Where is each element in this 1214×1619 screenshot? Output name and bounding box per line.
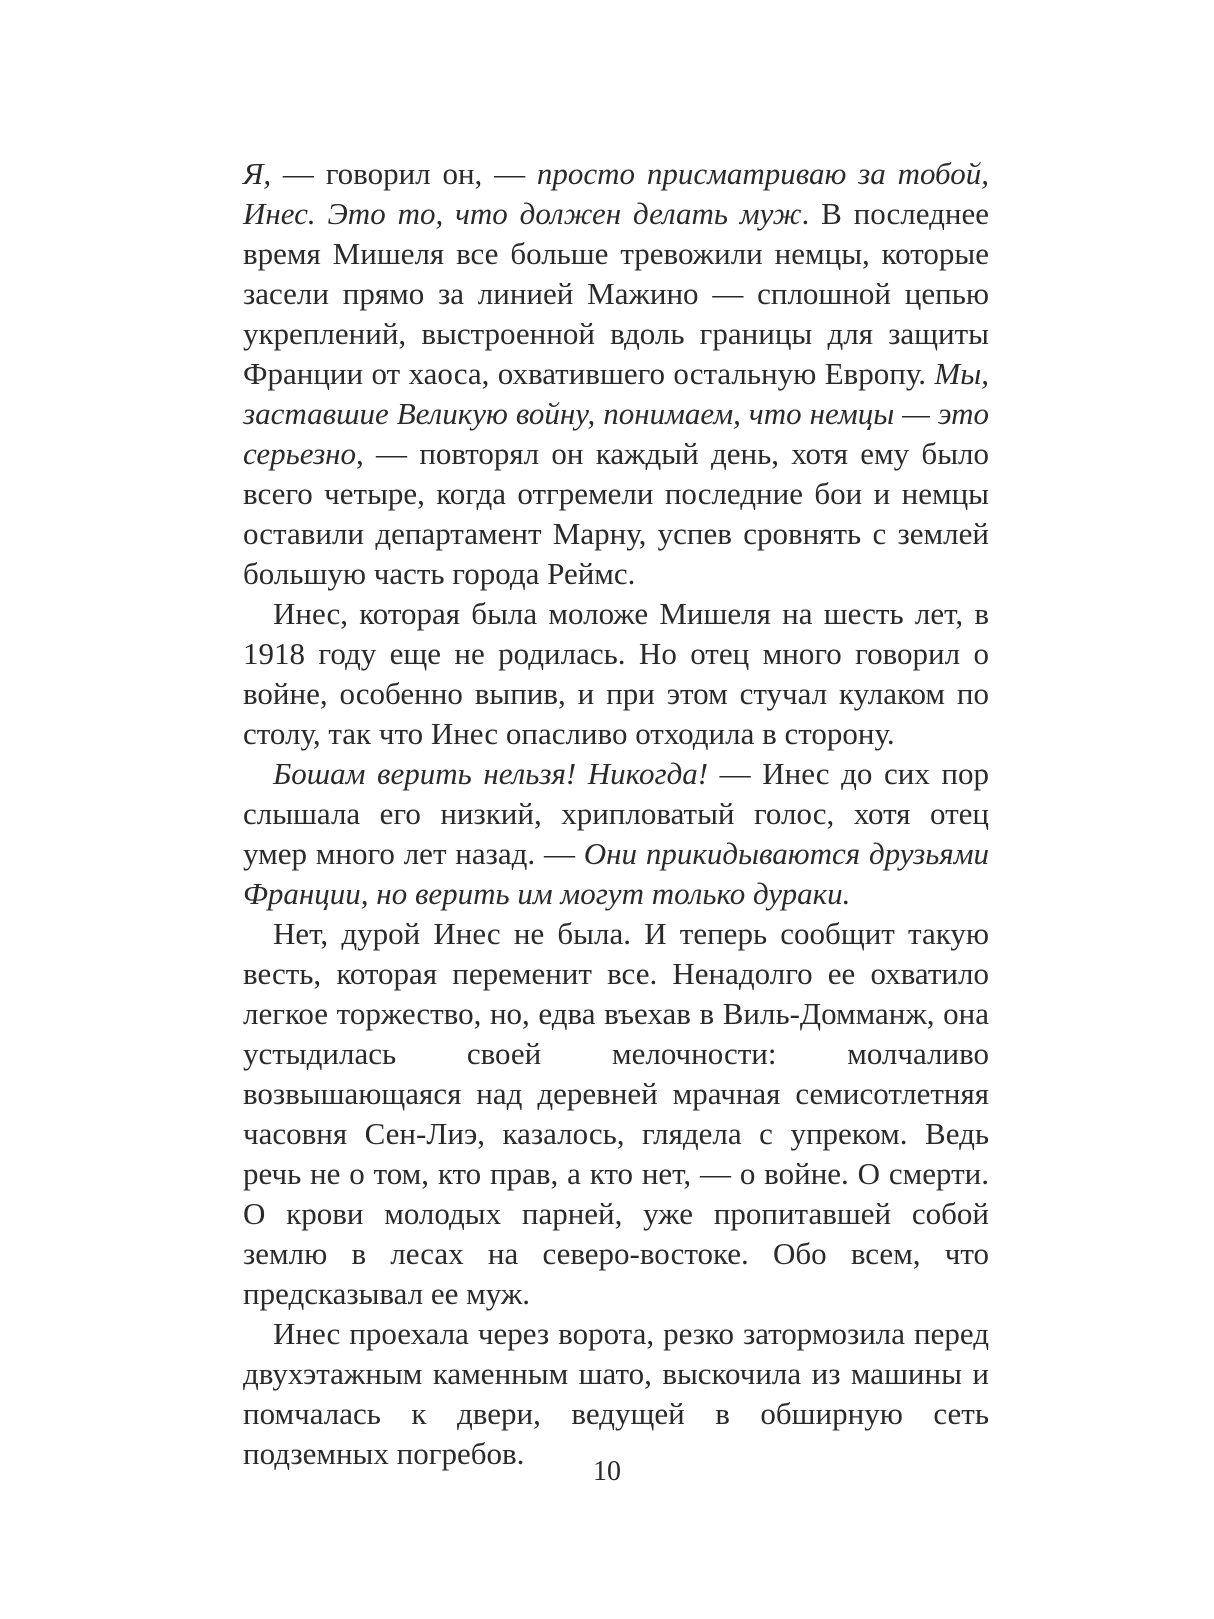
text-run: — говорил он, —: [271, 156, 537, 191]
paragraph: [243, 754, 989, 914]
text-run: Они прикидываются друзьями Франции, но верить им могут только дураки.: [243, 836, 990, 911]
text-run: Нет, дурой Инес не была. И теперь сообщит такую весть, которая переменит все. Ненадолго ее охватило легкое торжество, но, едва въехав в Виль-Домманж, она устыдилась своей мелочности: молчаливо возвышающаяся над деревней мрачная семисотлетняя часовня Сен-Лиэ, казалось, глядела с упреком. Ведь речь не о том, кто прав, а кто нет, — о войне. О смерти. О крови молодых парней, уже пропитавшей собой землю в лесах на северо-востоке. Обо всем, что предсказывал ее муж.: [243, 916, 989, 1311]
text-run: — Инес до сих пор слышала его низкий, хрипловатый голос, хотя отец умер много лет назад. —: [243, 756, 989, 871]
paragraph: [243, 594, 989, 754]
text-run: Инес, которая была моложе Мишеля на шесть лет, в 1918 году еще не родилась. Но отец много говорил о войне, особенно выпив, и при этом стучал кулаком по столу, так что Инес опасливо отходила в сторону.: [243, 596, 989, 751]
text-run: , — повторял он каждый день, хотя ему было всего четыре, когда отгремели последние бои и немцы оставили департамент Марну, успев сровнять с землей большую часть города Реймс.: [243, 436, 989, 591]
text-run: Бошам верить нельзя! Никогда!: [273, 756, 709, 791]
text-run: Инес проехала через ворота, резко затормозила перед двухэтажным каменным шато, выскочила из машины и помчалась к двери, ведущей в обширную сеть подземных погребов.: [243, 1316, 989, 1471]
text-run: . В последнее время Мишеля все больше тревожили немцы, которые засели прямо за линией Мажино — сплошной цепью укреплений, выстроенной вдоль границы для защиты Франции от хаоса, охватившего остальную Европу.: [243, 196, 989, 391]
page-number: 10: [593, 1456, 621, 1487]
text-run: просто присматриваю за тобой, Инес. Это то, что должен делать муж: [243, 156, 989, 231]
text-run: Мы, заставшие Великую войну, понимаем, что немцы — это серьезно: [243, 356, 989, 471]
paragraph: [243, 154, 989, 594]
paragraph: [243, 1314, 989, 1474]
body-text: [243, 154, 989, 1474]
text-run: Я,: [243, 156, 272, 191]
paragraph: [243, 914, 989, 1314]
